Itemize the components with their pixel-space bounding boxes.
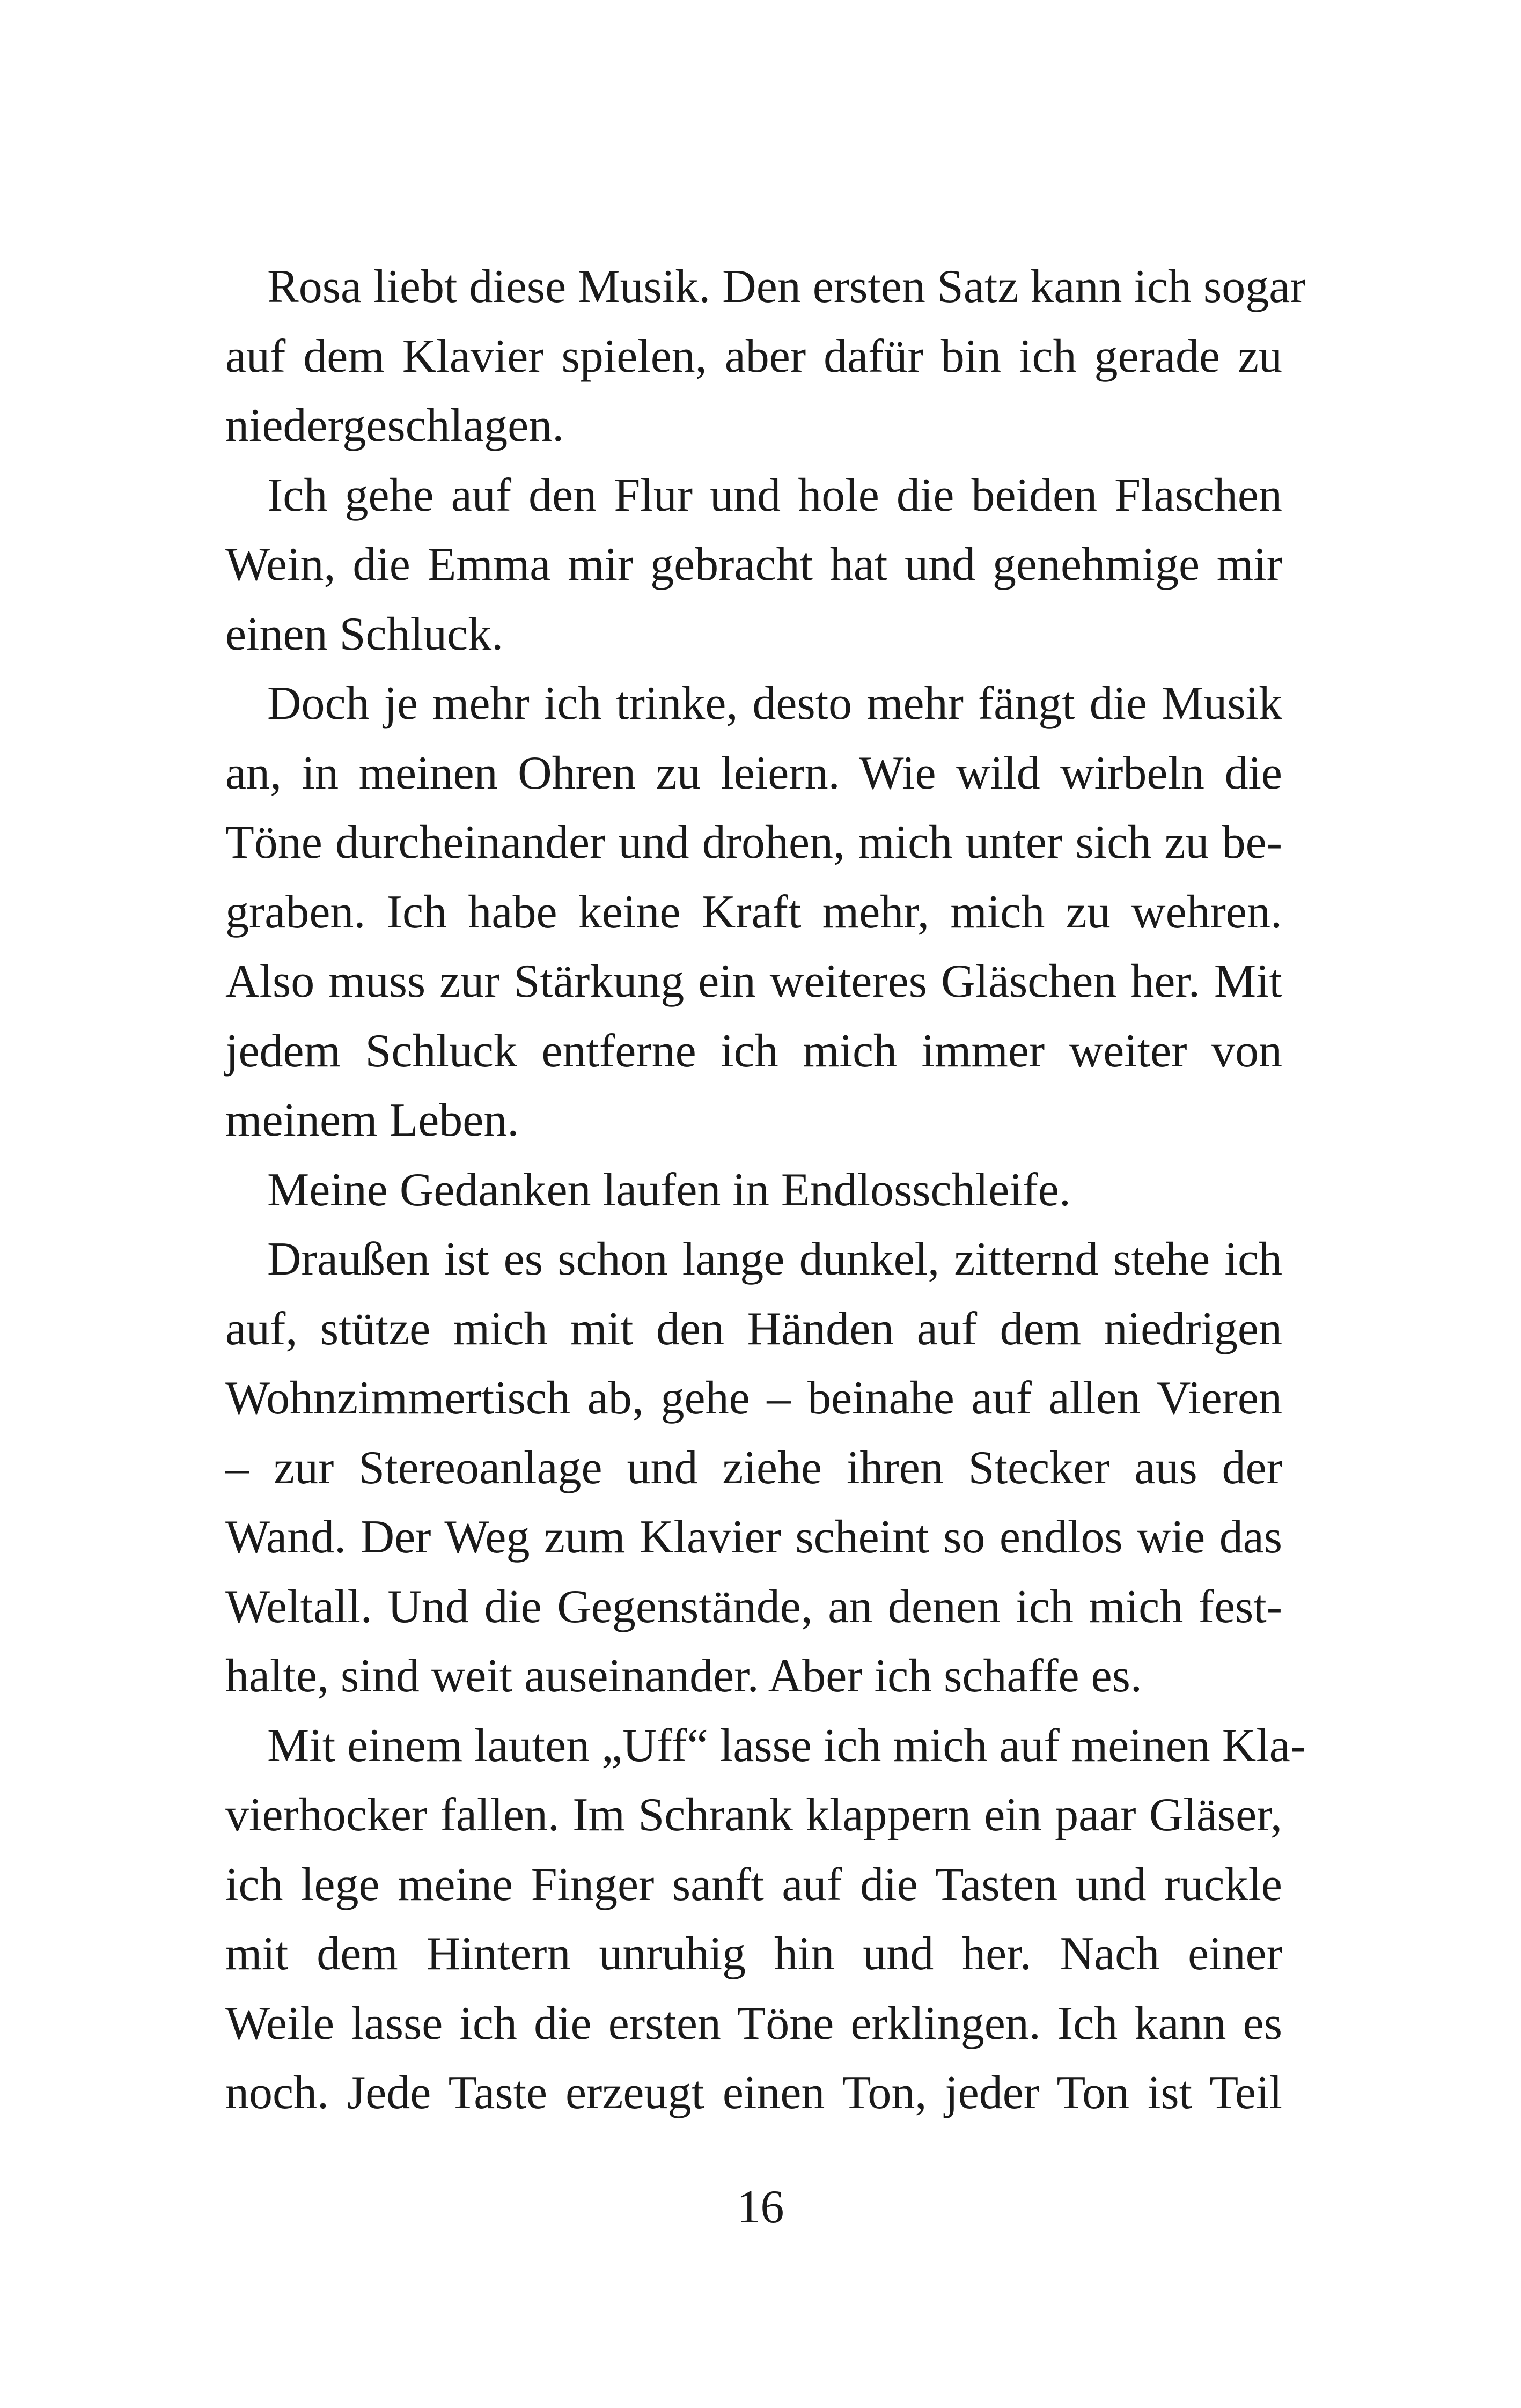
text-line: Wein, die Emma mir gebracht hat und genehmige mir (225, 539, 1282, 591)
text-line: mit dem Hintern unruhig hin und her. Nach einer (225, 1928, 1282, 1980)
text-line: vierhocker fallen. Im Schrank klappern ein paar Gläser, (225, 1789, 1282, 1841)
text-line: Wohnzimmertisch ab, gehe – beinahe auf allen Vieren (225, 1372, 1282, 1424)
text-line: einen Schluck. (225, 608, 504, 660)
text-line: auf, stütze mich mit den Händen auf dem niedrigen (225, 1302, 1282, 1355)
paragraph-3 (225, 669, 1282, 1155)
text-line: graben. Ich habe keine Kraft mehr, mich zu wehren. (225, 886, 1282, 938)
body-text (225, 252, 1306, 2128)
paragraph-4 (225, 1155, 1282, 1225)
paragraph-1 (225, 252, 1306, 461)
text-line: Also muss zur Stärkung ein weiteres Gläschen her. Mit (225, 955, 1282, 1007)
text-line: ich lege meine Finger sanft auf die Tasten und ruckle (225, 1858, 1282, 1911)
text-line: Meine Gedanken laufen in Endlosschleife. (267, 1164, 1071, 1216)
text-line: Wand. Der Weg zum Klavier scheint so endlos wie das (225, 1511, 1282, 1563)
text-line: Draußen ist es schon lange dunkel, zitternd stehe ich (267, 1233, 1282, 1285)
text-line: – zur Stereoanlage und ziehe ihren Stecker aus der (225, 1441, 1282, 1494)
text-line: Doch je mehr ich trinke, desto mehr fängt die Musik (267, 678, 1282, 730)
text-line: noch. Jede Taste erzeugt einen Ton, jeder Ton ist Teil (225, 2067, 1282, 2119)
text-line: auf dem Klavier spielen, aber dafür bin ich gerade zu (225, 330, 1282, 382)
text-line: Weile lasse ich die ersten Töne erklingen. Ich kann es (225, 1997, 1282, 2050)
text-line: niedergeschlagen. (225, 400, 564, 452)
paragraph-5 (225, 1225, 1282, 1711)
text-line: meinem Leben. (225, 1094, 519, 1146)
text-line: Weltall. Und die Gegenstände, an denen ich mich fest- (225, 1580, 1282, 1633)
text-line: halte, sind weit auseinander. Aber ich schaffe es. (225, 1650, 1142, 1702)
text-line: Rosa liebt diese Musik. Den ersten Satz kann ich sogar (267, 261, 1306, 313)
paragraph-2 (225, 461, 1282, 669)
page-number: 16 (737, 2181, 784, 2233)
text-line: an, in meinen Ohren zu leiern. Wie wild wirbeln die (225, 747, 1282, 799)
text-line: Ich gehe auf den Flur und hole die beiden Flaschen (267, 469, 1282, 521)
text-line: jedem Schluck entferne ich mich immer weiter von (225, 1025, 1282, 1077)
text-line: Mit einem lauten „Uff“ lasse ich mich auf meinen Kla- (267, 1719, 1306, 1772)
paragraph-6 (225, 1711, 1306, 2128)
text-line: Töne durcheinander und drohen, mich unter sich zu be- (225, 816, 1282, 868)
